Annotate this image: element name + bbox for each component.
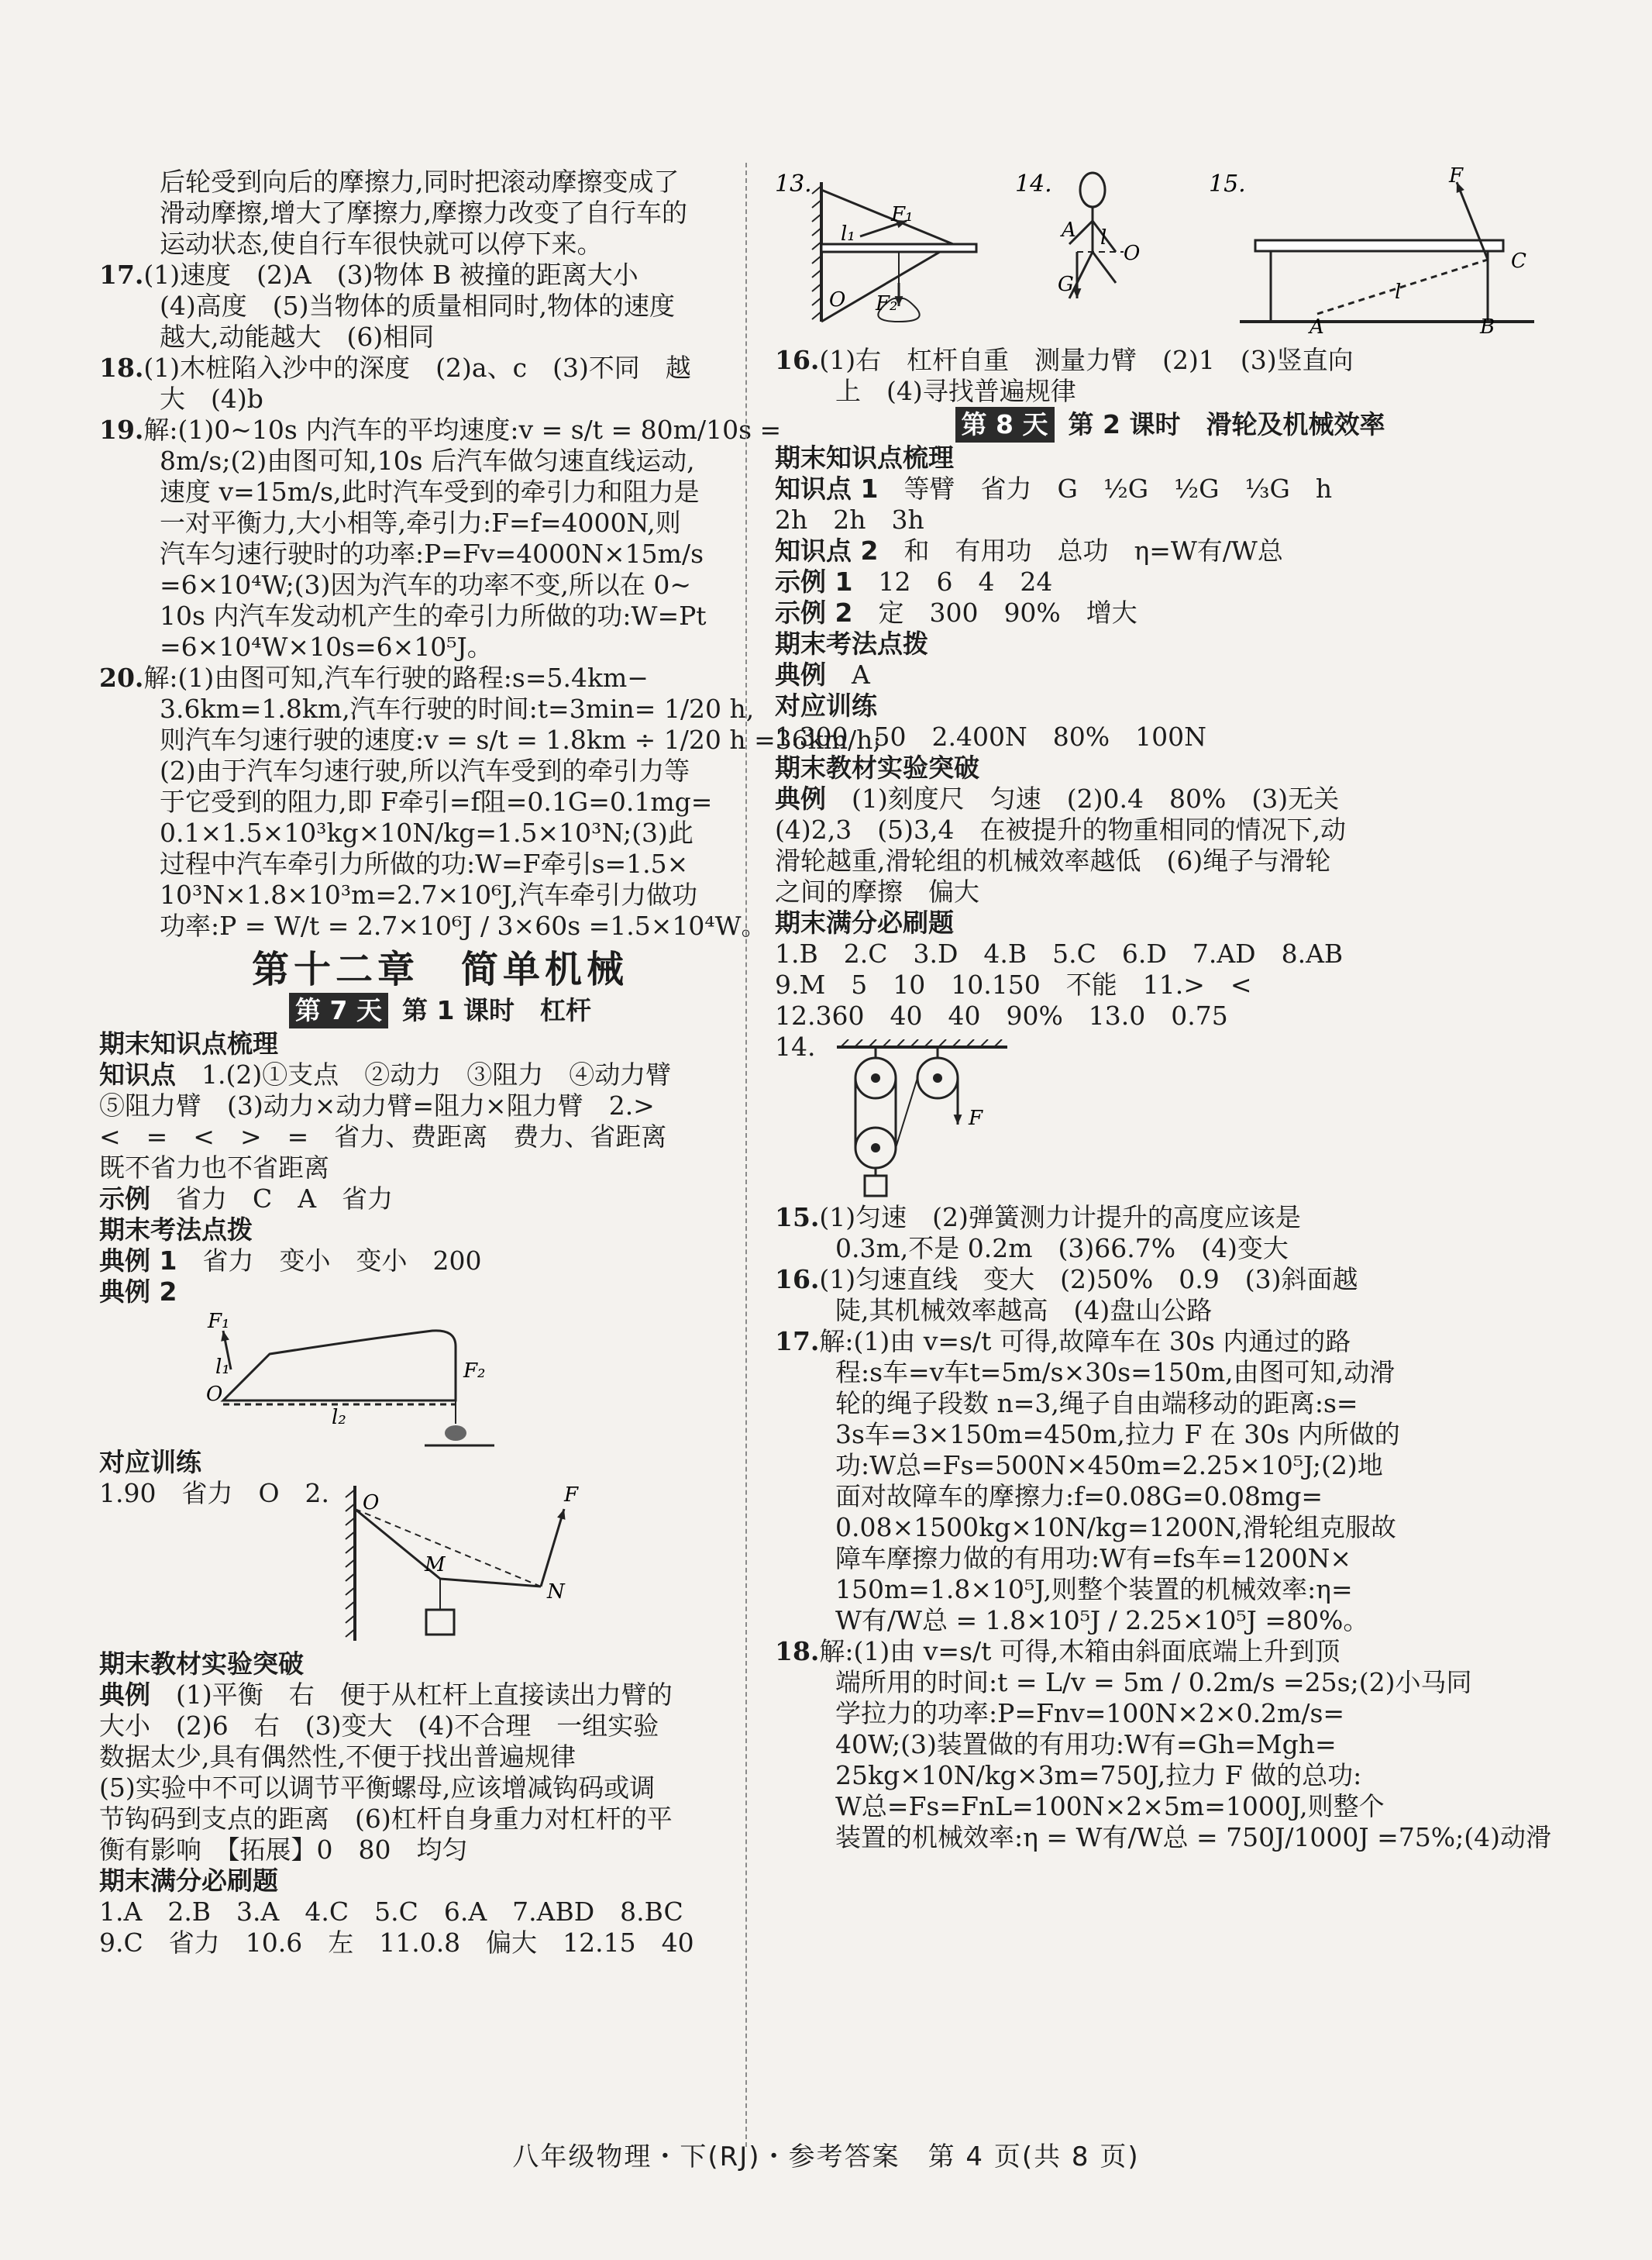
label: 知识点 1 [775, 474, 879, 504]
answer-line [775, 1419, 1565, 1450]
answer-line [99, 508, 781, 539]
section-heading: 期末满分必刷题 [99, 1866, 278, 1896]
answer-text: 和 有用功 总功 η=W有/W总 [878, 536, 1283, 566]
answer-line [99, 663, 781, 694]
answer-line [99, 1773, 781, 1804]
answer-line [99, 1276, 781, 1307]
answer-line [775, 1605, 1565, 1636]
answer-line [775, 815, 1565, 846]
question-number: 16. [775, 345, 820, 375]
answer-line [775, 1202, 1565, 1233]
section-heading: 期末考法点拨 [775, 629, 928, 659]
answer-line [99, 539, 781, 570]
answer-text: (5)实验中不可以调节平衡螺母,应该增减钩码或调 [99, 1773, 656, 1803]
answer-text: 之间的摩擦 偏大 [775, 877, 979, 907]
answer-line [99, 384, 781, 415]
figure-label: l₁ [841, 222, 855, 246]
answer-text: 40W;(3)装置做的有用功:W有=Gh=Mgh= [835, 1729, 1337, 1759]
answer-line [99, 694, 781, 725]
figure-label: M [425, 1553, 446, 1576]
right-column [775, 167, 1565, 1853]
figure-label: G [1058, 273, 1074, 296]
day-tag: 第 8 天 [955, 407, 1055, 443]
lesson-header [775, 407, 1565, 443]
answer-text: 10s 内汽车发动机产生的牵引力所做的功:W=Pt [160, 601, 707, 631]
answer-text: 大小 (2)6 右 (3)变大 (4)不合理 一组实验 [99, 1711, 659, 1741]
answer-text: < = < > = 省力、费距离 费力、省距离 [99, 1121, 667, 1152]
answer-text: 滑轮越重,滑轮组的机械效率越低 (6)绳子与滑轮 [775, 846, 1331, 876]
answer-line [775, 970, 1565, 1001]
answer-line [775, 846, 1565, 877]
answer-line [99, 353, 781, 384]
answer-line [775, 1760, 1565, 1791]
answer-text: 既不省力也不省距离 [99, 1152, 329, 1183]
answer-line [775, 660, 1565, 691]
answer-line [775, 598, 1565, 629]
question-number: 15. [775, 1202, 820, 1232]
section-heading: 对应训练 [99, 1447, 201, 1477]
answer-text: 障车摩擦力做的有用功:W有=fs车=1200N× [835, 1543, 1351, 1573]
label: 示例 [99, 1183, 150, 1214]
answer-line [99, 446, 781, 477]
answer-text: 数据太少,具有偶然性,不便于找出普遍规律 [99, 1742, 576, 1772]
answer-text: 速度 v=15m/s,此时汽车受到的牵引力和阻力是 [160, 477, 700, 507]
answer-line [775, 1295, 1565, 1326]
answer-text: 衡有影响 【拓展】0 80 均匀 [99, 1835, 468, 1865]
answer-text: 过程中汽车牵引力所做的功:W=F牵引s=1.5× [160, 849, 689, 879]
answer-text: (1)右 杠杆自重 测量力臂 (2)1 (3)竖直向 [819, 345, 1354, 375]
answer-text: =6×10⁴W×10s=6×10⁵J。 [160, 632, 493, 662]
answer-line [775, 1791, 1565, 1822]
answer-line [99, 880, 781, 911]
section-heading: 期末教材实验突破 [99, 1648, 304, 1679]
question-number: 19. [99, 415, 144, 445]
section-heading: 期末知识点梳理 [99, 1028, 278, 1059]
answer-line [775, 474, 1565, 505]
answer-line [775, 1264, 1565, 1295]
chapter-title: 第十二章 简单机械 [251, 948, 628, 991]
label: 典例 1 [99, 1245, 177, 1276]
lesson-header [99, 993, 781, 1028]
label: 知识点 2 [775, 536, 879, 566]
answer-text: 上 (4)寻找普遍规律 [835, 376, 1076, 406]
answer-text: 后轮受到向后的摩擦力,同时把滚动摩擦变成了 [160, 167, 680, 197]
answer-line [775, 784, 1565, 815]
answer-line [99, 570, 781, 601]
day-tag: 第 7 天 [289, 993, 388, 1028]
answer-text: (1)匀速直线 变大 (2)50% 0.9 (3)斜面越 [819, 1264, 1358, 1294]
answer-text: 省力 变小 变小 200 [177, 1245, 482, 1276]
figure-label: F₂ [463, 1359, 486, 1383]
answer-text: 学拉力的功率:P=Fnv=100N×2×0.2m/s= [835, 1698, 1345, 1728]
answer-line [775, 1822, 1565, 1853]
answer-text: =6×10⁴W;(3)因为汽车的功率不变,所以在 0~ [160, 570, 692, 600]
answer-line [775, 1636, 1565, 1667]
lesson-title: 第 1 课时 杠杆 [402, 995, 591, 1025]
answer-text: 滑动摩擦,增大了摩擦力,摩擦力改变了自行车的 [160, 198, 687, 228]
answer-text: ⑤阻力臂 (3)动力×动力臂=阻力×阻力臂 2.> [99, 1090, 655, 1121]
answer-text: 装置的机械效率:η = W有/W总 = 750J/1000J =75%;(4)动滑 [835, 1822, 1551, 1852]
answer-line [99, 849, 781, 880]
question-number: 16. [775, 1264, 820, 1294]
answer-line [99, 1059, 781, 1090]
page-footer: 八年级物理・下(RJ)・参考答案 第 4 页(共 8 页) [512, 2141, 1140, 2172]
answer-line [775, 505, 1565, 536]
answer-line [775, 1729, 1565, 1760]
answer-text: 汽车匀速行驶时的功率:P=Fv=4000N×15m/s [160, 539, 704, 569]
answer-line [775, 939, 1565, 970]
figure-label: O [363, 1491, 380, 1514]
answer-text: (2)由于汽车匀速行驶,所以汽车受到的牵引力等 [160, 756, 690, 786]
answer-text: 越大,动能越大 (6)相同 [160, 322, 435, 352]
answer-text: A [826, 660, 870, 690]
answer-text: 2h 2h 3h [775, 505, 924, 535]
answer-line [99, 167, 781, 198]
answer-text: (1)速度 (2)A (3)物体 B 被撞的距离大小 [143, 260, 638, 290]
label: 典例 [775, 784, 826, 814]
figure-label: F [969, 1107, 983, 1130]
answer-text: 于它受到的阻力,即 F牵引=f阻=0.1G=0.1mg= [160, 787, 713, 817]
answer-line [99, 787, 781, 818]
answer-text: 1.B 2.C 3.D 4.B 5.C 6.D 7.AD 8.AB [775, 939, 1344, 969]
answer-text: (1)平衡 右 便于从杠杆上直接读出力臂的 [150, 1679, 673, 1710]
answer-line [99, 632, 781, 663]
answer-text: 0.1×1.5×10³kg×10N/kg=1.5×10³N;(3)此 [160, 818, 693, 848]
answer-text: 0.08×1500kg×10N/kg=1200N,滑轮组克服故 [835, 1512, 1396, 1542]
answer-line [775, 1233, 1565, 1264]
answer-text: 等臂 省力 G ½G ½G ⅓G h [878, 474, 1333, 504]
answer-text: 程:s车=v车t=5m/s×30s=150m,由图可知,动滑 [835, 1357, 1396, 1387]
answer-text: 8m/s;(2)由图可知,10s 后汽车做匀速直线运动, [160, 446, 695, 476]
answer-text: (1)木桩陷入沙中的深度 (2)a、c (3)不同 越 [143, 353, 691, 383]
figure-label: A [1310, 315, 1324, 339]
answer-line [99, 1121, 781, 1152]
figure-label: F [564, 1483, 579, 1507]
answer-text: 1.90 省力 O 2. [99, 1478, 330, 1508]
section-heading: 期末教材实验突破 [775, 753, 979, 783]
answer-line [99, 1679, 781, 1711]
answer-line [99, 1804, 781, 1835]
answer-text: (4)高度 (5)当物体的质量相同时,物体的速度 [160, 291, 675, 321]
figure-label: 13. [775, 171, 812, 198]
answer-line [775, 1481, 1565, 1512]
answer-text: W有/W总 = 1.8×10⁵J / 2.25×10⁵J =80%。 [835, 1605, 1369, 1635]
answer-text: 9.C 省力 10.6 左 11.0.8 偏大 12.15 40 [99, 1928, 694, 1958]
answer-text: 0.3m,不是 0.2m (3)66.7% (4)变大 [835, 1233, 1289, 1263]
answer-line [99, 198, 781, 229]
answer-line [775, 1543, 1565, 1574]
answer-line [99, 725, 882, 756]
label: 典例 [99, 1679, 150, 1710]
row13-figure [775, 167, 1550, 345]
answer-text: 9.M 5 10 10.150 不能 11.> < [775, 970, 1252, 1000]
answer-text: 1.(2)①支点 ②动力 ③阻力 ④动力臂 [176, 1059, 672, 1090]
figure-label: O [829, 288, 846, 312]
question-number: 18. [775, 1636, 820, 1666]
label: 典例 2 [99, 1276, 177, 1307]
figure-label: C [1511, 250, 1526, 273]
question-number: 20. [99, 663, 144, 693]
label: 示例 1 [775, 567, 853, 597]
section-heading: 期末知识点梳理 [775, 443, 954, 473]
answer-text: 面对故障车的摩擦力:f=0.08G=0.08mg= [835, 1481, 1323, 1511]
pulley-figure [821, 1039, 1054, 1202]
question-number: 18. [99, 353, 144, 383]
answer-text: 25kg×10N/kg×3m=750J,拉力 F 做的总功: [835, 1760, 1362, 1790]
answer-line [99, 1928, 781, 1959]
figure-label: B [1480, 315, 1495, 339]
section-heading: 对应训练 [775, 691, 877, 721]
answer-line [775, 1326, 1565, 1357]
label: 示例 2 [775, 598, 853, 628]
figure-label: O [1124, 242, 1141, 265]
answer-line [775, 1357, 1565, 1388]
figure-label: l [1100, 226, 1107, 250]
answer-text: 1.A 2.B 3.A 4.C 5.C 6.A 7.ABD 8.BC [99, 1897, 683, 1927]
answer-text: 大 (4)b [160, 384, 263, 414]
question-number: 17. [99, 260, 144, 290]
answer-line [99, 1245, 781, 1276]
answer-text: 解:(1)由图可知,汽车行驶的路程:s=5.4km− [143, 663, 649, 693]
label: 知识点 [99, 1059, 176, 1090]
answer-text: 1.300 50 2.400N 80% 100N [775, 722, 1207, 752]
column-divider [745, 163, 747, 2147]
answer-text: 运动状态,使自行车很快就可以停下来。 [160, 229, 603, 259]
answer-text: 解:(1)由 v=s/t 可得,木箱由斜面底端上升到顶 [819, 1636, 1341, 1666]
answer-line [775, 1698, 1565, 1729]
answer-text: 节钩码到支点的距离 (6)杠杆自身重力对杠杆的平 [99, 1804, 673, 1834]
answer-text: (1)匀速 (2)弹簧测力计提升的高度应该是 [819, 1202, 1301, 1232]
answer-line [99, 1835, 781, 1866]
answer-text: 解:(1)由 v=s/t 可得,故障车在 30s 内通过的路 [819, 1326, 1351, 1356]
answer-line [775, 722, 1565, 753]
answer-text: 14. [775, 1032, 816, 1062]
answer-line [775, 877, 1565, 908]
answer-line [775, 1574, 1565, 1605]
answer-text: (1)刻度尺 匀速 (2)0.4 80% (3)无关 [826, 784, 1340, 814]
answer-line [775, 376, 1565, 407]
figure-label: F₁ [891, 203, 914, 226]
answer-text: (4)2,3 (5)3,4 在被提升的物重相同的情况下,动 [775, 815, 1346, 845]
answer-line [99, 260, 781, 291]
section-heading: 期末考法点拨 [99, 1214, 253, 1245]
answer-text: 3s车=3×150m=450m,拉力 F 在 30s 内所做的 [835, 1419, 1400, 1449]
answer-text: 10³N×1.8×10³m=2.7×10⁶J,汽车牵引力做功 [160, 880, 698, 910]
answer-line [99, 1090, 781, 1121]
answer-line [775, 536, 1565, 567]
answer-line [99, 1183, 781, 1214]
answer-line [99, 911, 781, 942]
figure-label: F₂ [876, 292, 898, 315]
answer-text: 3.6km=1.8km,汽车行驶的时间:t=3min= 1/20 h, [160, 694, 755, 724]
answer-text: 功:W总=Fs=500N×450m=2.25×10⁵J;(2)地 [835, 1450, 1383, 1480]
answer-line [775, 1512, 1565, 1543]
answer-text: 端所用的时间:t = L/v = 5m / 0.2m/s =25s;(2)小马同 [835, 1667, 1472, 1697]
question-number: 17. [775, 1326, 820, 1356]
figure-label: O [206, 1383, 223, 1406]
figure-label: F [1449, 167, 1464, 188]
section-heading: 期末满分必刷题 [775, 908, 954, 938]
answer-text: W总=Fs=FnL=100N×2×5m=1000J,则整个 [835, 1791, 1385, 1821]
answer-text: 则汽车匀速行驶的速度:v = s/t = 1.8km ÷ 1/20 h =36km/h; [160, 725, 882, 755]
answer-text: 一对平衡力,大小相等,牵引力:F=f=4000N,则 [160, 508, 681, 538]
answer-line [99, 1711, 781, 1742]
answer-line [99, 322, 781, 353]
answer-line [775, 1450, 1565, 1481]
figure-label: F₁ [208, 1310, 230, 1333]
answer-line [99, 415, 781, 446]
answer-text: 定 300 90% 增大 [852, 598, 1137, 628]
lesson-title: 第 2 课时 滑轮及机械效率 [1068, 409, 1385, 439]
answer-line [99, 756, 781, 787]
answer-line [99, 601, 781, 632]
figure-label: l₁ [215, 1356, 230, 1379]
figure-label: N [547, 1580, 565, 1604]
figure-label: A [1062, 219, 1076, 242]
figure-label: 15. [1209, 171, 1246, 198]
answer-text: 功率:P = W/t = 2.7×10⁶J / 3×60s =1.5×10⁴W。 [160, 911, 767, 941]
answer-text: 陡,其机械效率越高 (4)盘山公路 [835, 1295, 1213, 1325]
answer-text: 省力 C A 省力 [150, 1183, 394, 1214]
figure-label: l [1395, 281, 1402, 304]
answer-line [99, 1897, 781, 1928]
answer-line [99, 818, 781, 849]
lever2-figure [200, 1307, 525, 1447]
answer-line [775, 1388, 1565, 1419]
figure-label: l₂ [332, 1406, 346, 1429]
answer-line [99, 1152, 781, 1183]
answer-line [775, 1667, 1565, 1698]
answer-line [99, 291, 781, 322]
answer-line [775, 567, 1565, 598]
answer-line [775, 345, 1565, 376]
answer-text: 12.360 40 40 90% 13.0 0.75 [775, 1001, 1228, 1031]
answer-text: 轮的绳子段数 n=3,绳子自由端移动的距离:s= [835, 1388, 1358, 1418]
label: 典例 [775, 660, 826, 690]
answer-line [99, 1742, 781, 1773]
answer-line [775, 1001, 1565, 1032]
answer-line [99, 229, 781, 260]
answer-line [99, 477, 781, 508]
wall-figure [332, 1478, 657, 1648]
figure-label: 14. [1015, 171, 1052, 198]
answer-text: 12 6 4 24 [852, 567, 1053, 597]
answer-text: 150m=1.8×10⁵J,则整个装置的机械效率:η= [835, 1574, 1353, 1604]
answer-text: 解:(1)0~10s 内汽车的平均速度:v = s/t = 80m/10s = [143, 415, 782, 445]
